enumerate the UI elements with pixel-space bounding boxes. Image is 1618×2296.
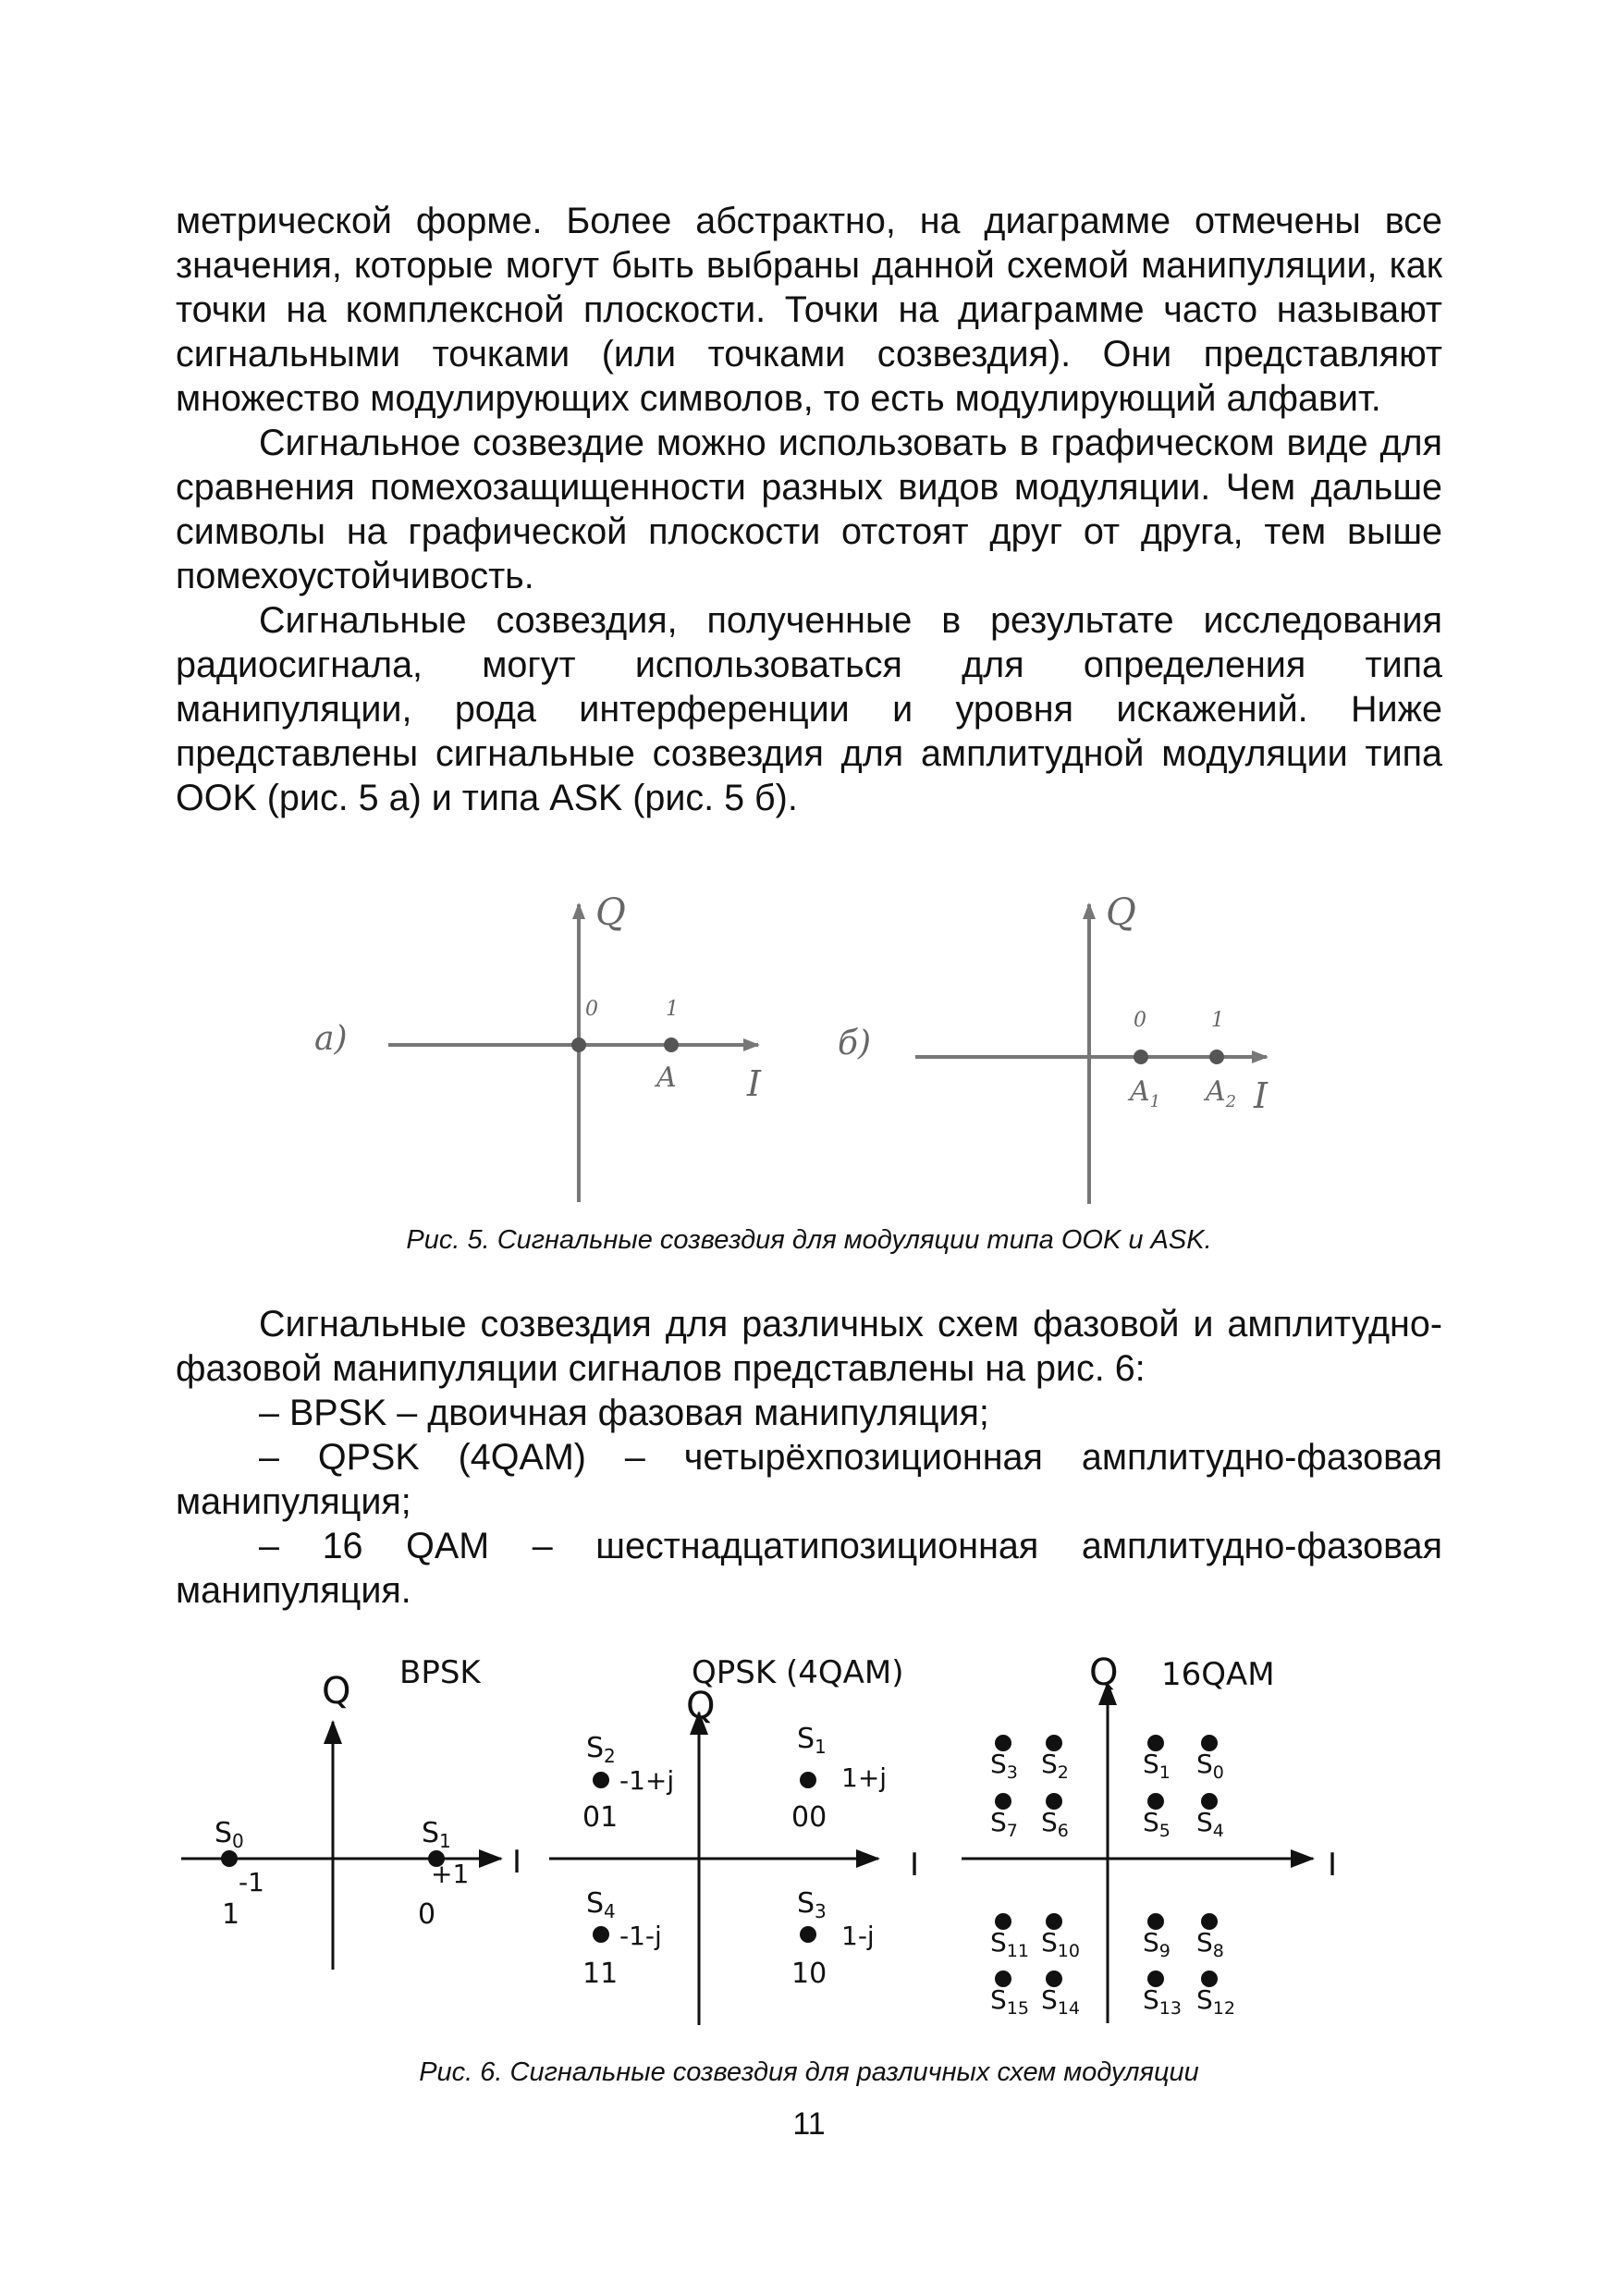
fig5a-point-0-value: 0	[585, 998, 598, 1021]
fig5b-point-1-value: 1	[1211, 1009, 1224, 1032]
bpsk-point-s0	[221, 1850, 238, 1867]
fig5b-point-1-name: $A_2$	[1206, 1075, 1237, 1111]
qpsk-s3-bits: 10	[791, 1958, 827, 1990]
qam16-label-s8: $S_8$	[1196, 1927, 1224, 1961]
qpsk-s1-value: 1+j	[841, 1762, 888, 1793]
fig5b-point-0	[1134, 1050, 1148, 1064]
fig5b-i-label: I	[1254, 1075, 1269, 1116]
qam16-points	[990, 1735, 1235, 2019]
qpsk-s4-value: -1-j	[619, 1921, 662, 1951]
fig5b-label: б)	[838, 1025, 872, 1062]
bpsk-s1-label: $S_1$	[422, 1817, 451, 1852]
qam16-label-s6: $S_6$	[1041, 1807, 1069, 1841]
qam16-i-label: I	[1328, 1847, 1338, 1884]
qpsk-s4-bits: 11	[582, 1958, 619, 1990]
paragraph: Сигнальные созвездия, полученные в результате исследования радиосигнала, могут использоваться для определения типа манипуляции, рода интерференции и уровня искажений. Ниже представлены сигнальные созвездия для амплитудной модуляции типа OOK (рис. 5 а) и типа ASK (рис. 5 б).	[176, 600, 1442, 818]
qam16-label-s12: $S_{12}$	[1196, 1984, 1235, 2019]
qam16-label-s2: $S_2$	[1041, 1749, 1069, 1783]
fig6-qpsk-diagram	[549, 1654, 919, 2025]
qam16-label-s10: $S_{10}$	[1041, 1927, 1080, 1961]
fig5a-point-1-value: 1	[666, 998, 679, 1021]
fig5b-diagram	[838, 891, 1269, 1204]
qpsk-s4-label: $S_4$	[586, 1887, 616, 1922]
qam16-label-s7: $S_7$	[990, 1807, 1018, 1841]
bpsk-s0-bits: 1	[222, 1898, 240, 1931]
qpsk-s3-value: 1-j	[841, 1921, 875, 1951]
qam16-label-s9: $S_9$	[1143, 1927, 1171, 1961]
qam16-label-s11: $S_{11}$	[990, 1927, 1029, 1961]
fig5b-point-0-value: 0	[1134, 1009, 1146, 1032]
fig5b-q-label: Q	[1106, 891, 1136, 934]
qpsk-s3-label: $S_3$	[797, 1887, 827, 1922]
qpsk-s2-value: -1+j	[619, 1765, 675, 1796]
fig5a-label: а)	[314, 1020, 348, 1058]
paragraph: метрической форме. Более абстрактно, на диаграмме отмечены все значения, которые могут быть выбраны данной схемой манипуляции, как точки на комплексной плоскости. Точки на диаграмме часто называют сигнальными точками (или точками созвездия). Они представляют множество модулирующих символов, то есть модулирующий алфавит.	[176, 201, 1442, 419]
qam16-label-s13: $S_{13}$	[1143, 1984, 1182, 2019]
list-item-qpsk: – QPSK (4QAM) – четырёхпозиционная амплитудно-фазовая манипуляция;	[176, 1437, 1442, 1522]
fig5a-q-label: Q	[595, 891, 626, 934]
bpsk-q-label: Q	[322, 1670, 351, 1713]
list-item-16qam: – 16 QAM – шестнадцатипозиционная амплитудно-фазовая манипуляция.	[176, 1526, 1442, 1611]
fig5a-point-1	[664, 1037, 679, 1052]
page-number: 11	[792, 2106, 826, 2142]
bpsk-s0-label: $S_0$	[215, 1817, 244, 1852]
bpsk-title: BPSK	[399, 1654, 481, 1691]
fig5a-point-0	[571, 1037, 586, 1052]
qpsk-point-s3	[800, 1926, 816, 1943]
qam16-title: 16QAM	[1161, 1656, 1275, 1693]
qpsk-s2-bits: 01	[582, 1801, 619, 1834]
qpsk-q-label: Q	[686, 1685, 716, 1727]
fig6-bpsk-diagram	[181, 1654, 521, 1970]
qam16-label-s5: $S_5$	[1143, 1807, 1171, 1841]
fig5a-diagram	[314, 891, 762, 1202]
figure-5-caption: Рис. 5. Сигнальные созвездия для модуляции типа OOK и ASK.	[406, 1225, 1212, 1255]
qpsk-point-s1	[800, 1772, 816, 1788]
bpsk-s1-value: +1	[431, 1859, 470, 1889]
qam16-label-s14: $S_{14}$	[1041, 1984, 1080, 2019]
qam16-label-s0: $S_0$	[1196, 1749, 1224, 1783]
figure-6-caption: Рис. 6. Сигнальные созвездия для различных схем модуляции	[419, 2057, 1199, 2087]
qpsk-s2-label: $S_2$	[586, 1732, 616, 1767]
bpsk-s1-bits: 0	[418, 1898, 436, 1931]
fig5a-i-label: I	[747, 1063, 762, 1104]
body-text-mid	[176, 1302, 1442, 1613]
paragraph: Сигнальные созвездия для различных схем фазовой и амплитудно-фазовой манипуляции сигналов представлены на рис. 6:	[176, 1304, 1442, 1389]
qpsk-s1-bits: 00	[791, 1801, 827, 1834]
paragraph: Сигнальное созвездие можно использовать в графическом виде для сравнения помехозащищенности разных видов модуляции. Чем дальше символы на графической плоскости отстоят друг от друга, тем выше помехоустойчивость.	[176, 423, 1442, 596]
qpsk-title: QPSK (4QAM)	[692, 1654, 904, 1691]
qpsk-i-label: I	[910, 1847, 920, 1884]
qam16-q-label: Q	[1089, 1651, 1119, 1694]
bpsk-s0-value: -1	[239, 1867, 264, 1897]
qam16-label-s4: $S_4$	[1196, 1807, 1224, 1841]
fig5b-point-0-name: $A_1$	[1130, 1075, 1161, 1111]
qam16-label-s1: $S_1$	[1143, 1749, 1171, 1783]
bpsk-i-label: I	[512, 1844, 522, 1881]
fig6-16qam-diagram	[962, 1651, 1337, 2023]
fig5b-point-1	[1209, 1050, 1224, 1064]
qpsk-point-s4	[593, 1926, 609, 1943]
qam16-label-s3: $S_3$	[990, 1749, 1018, 1783]
qam16-label-s15: $S_{15}$	[990, 1984, 1029, 2019]
list-item-bpsk: – BPSK – двоичная фазовая манипуляция;	[259, 1393, 989, 1433]
qpsk-point-s2	[593, 1772, 609, 1788]
qpsk-s1-label: $S_1$	[797, 1723, 827, 1758]
fig5a-point-1-name: A	[656, 1062, 677, 1094]
